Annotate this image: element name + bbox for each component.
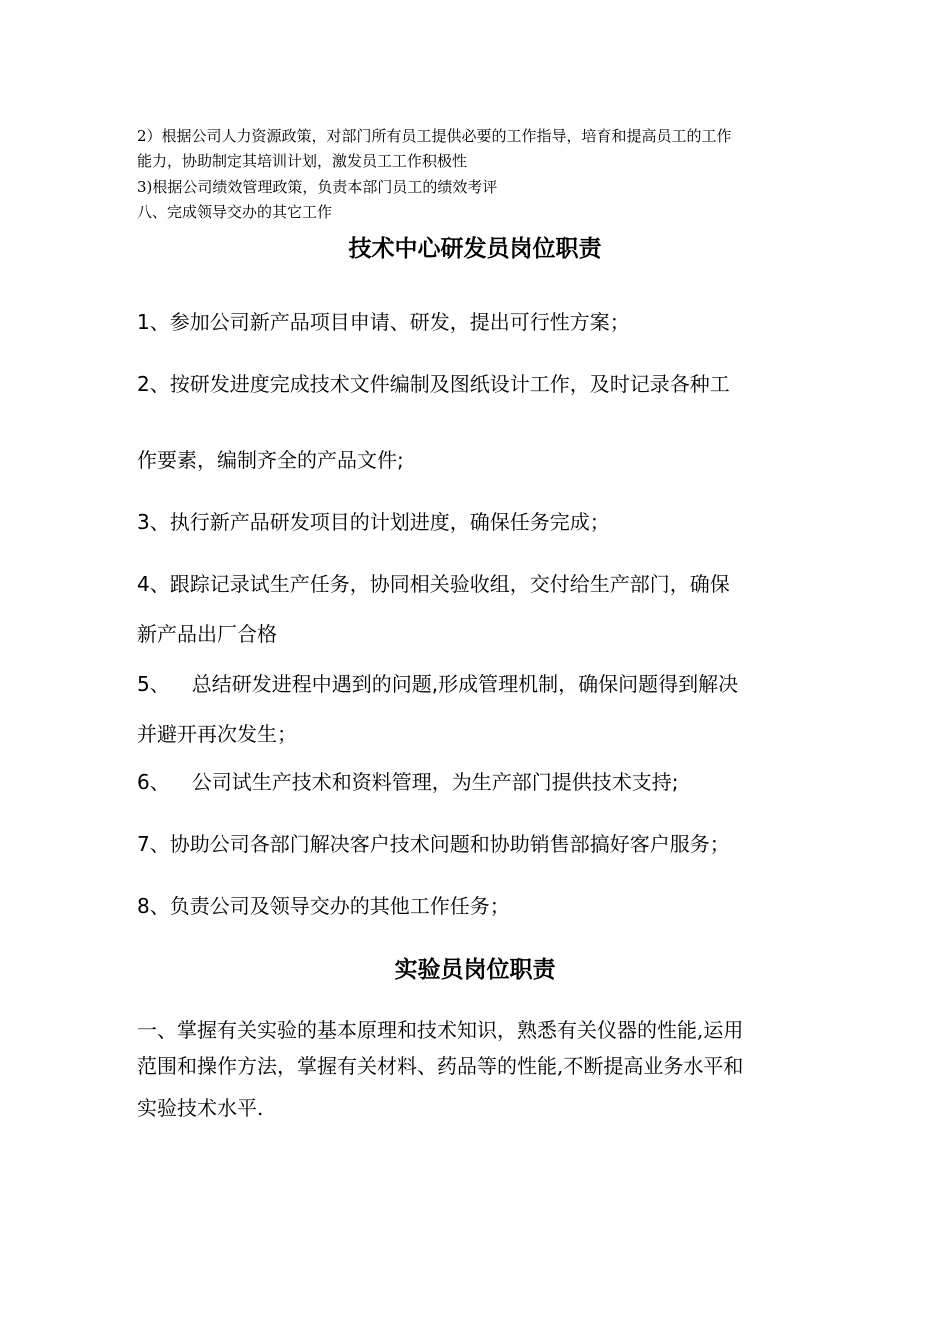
section1-item-5b: 并避开再次发生； <box>137 722 297 746</box>
section1-item-6 <box>137 768 678 796</box>
section1-item-2b: 作要素，编制齐全的产品文件; <box>137 448 404 472</box>
item-6-text: 公司试生产技术和资料管理，为生产部门提供技术支持; <box>191 770 679 794</box>
section2-line-3: 实验技术水平. <box>137 1096 264 1120</box>
section1-item-2a: 2、按研发进度完成技术文件编制及图纸设计工作，及时记录各种工 <box>137 372 730 396</box>
intro-line-4: 八、完成领导交办的其它工作 <box>137 203 333 221</box>
section1-title: 技术中心研发员岗位职责 <box>348 236 602 262</box>
intro-line-1: 2）根据公司人力资源政策，对部门所有员工提供必要的工作指导，培育和提高员工的工作 <box>137 127 732 145</box>
section2-line-1: 一、掌握有关实验的基本原理和技术知识，熟悉有关仪器的性能,运用 <box>137 1018 744 1042</box>
section1-item-8: 8、负责公司及领导交办的其他工作任务； <box>137 894 510 918</box>
section2-line-2: 范围和操作方法，掌握有关材料、药品等的性能,不断提高业务水平和 <box>137 1054 744 1078</box>
item-5-text: 总结研发进程中遇到的问题,形成管理机制，确保问题得到解决 <box>191 672 739 696</box>
section1-item-4a: 4、跟踪记录试生产任务，协同相关验收组，交付给生产部门，确保 <box>137 572 730 596</box>
intro-line-3: 3)根据公司绩效管理政策，负责本部门员工的绩效考评 <box>137 178 498 196</box>
section1-item-1: 1、参加公司新产品项目申请、研发，提出可行性方案； <box>137 310 630 334</box>
item-6-number: 6、 <box>137 770 170 794</box>
section1-item-7: 7、协助公司各部门解决客户技术问题和协助销售部搞好客户服务； <box>137 832 730 856</box>
intro-line-2: 能力，协助制定其培训计划，激发员工工作积极性 <box>137 152 468 170</box>
section1-item-3: 3、执行新产品研发项目的计划进度，确保任务完成； <box>137 510 610 534</box>
section1-item-5a <box>137 670 738 698</box>
item-5-number: 5、 <box>137 672 170 696</box>
section1-item-4b: 新产品出厂合格 <box>137 622 277 646</box>
section2-title: 实验员岗位职责 <box>394 957 556 983</box>
